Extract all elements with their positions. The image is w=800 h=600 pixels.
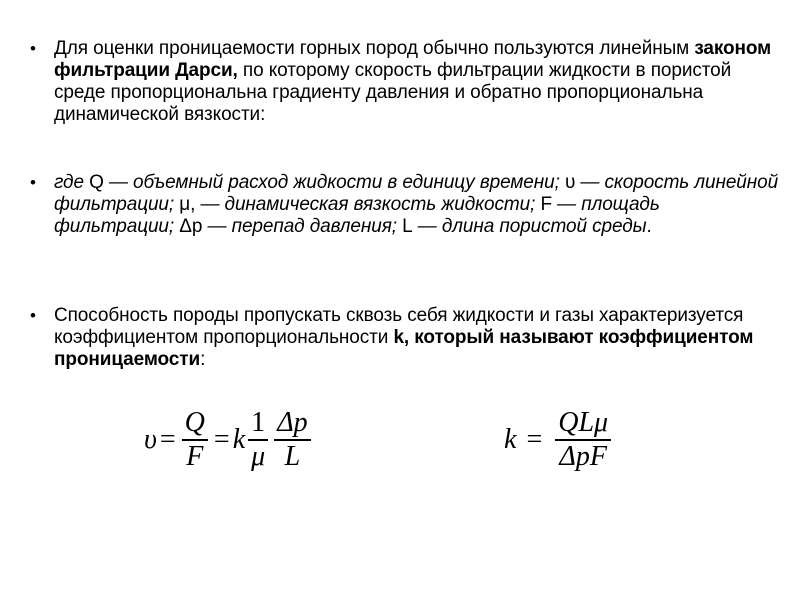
bullet-icon: • (30, 173, 36, 192)
fraction (555, 407, 611, 473)
paragraph-text (54, 305, 780, 371)
text-run: . (646, 216, 652, 237)
symbol-run: μ, (179, 194, 196, 215)
fraction (274, 407, 310, 473)
fraction (248, 407, 268, 473)
bullet-icon: • (30, 39, 36, 58)
paragraph-permeability (30, 305, 780, 371)
text-run: — скорость линейной фильтрации; (54, 172, 779, 215)
numerator: Δp (277, 407, 308, 439)
symbol-run: F (540, 194, 552, 215)
symbol-run: υ (564, 172, 576, 193)
numerator: QLμ (558, 407, 609, 439)
text-run: Способность породы пропускать сквозь себя жидкости и газы характеризуется коэффициентом пропорциональности (54, 305, 744, 348)
paragraph-darcy-law (30, 38, 780, 126)
text-run: по которому скорость фильтрации жидкости в пористой среде пропорциональна градиенту давления и обратно пропорциональна динамической вязкости: (54, 60, 732, 125)
bullet-icon: • (30, 306, 36, 325)
text-run: — динамическая вязкость жидкости; (195, 194, 541, 215)
text-run: — перепад давления; (202, 216, 403, 237)
bold-run: k, который называют коэффициентом проницаемости (54, 327, 754, 370)
formula-variable: k (232, 424, 246, 455)
denominator: L (284, 440, 301, 472)
equals-sign: = (213, 424, 230, 455)
text-run: — площадь фильтрации; (54, 194, 660, 237)
paragraph-text (54, 172, 780, 238)
bold-run: законом фильтрации Дарси, (54, 38, 772, 81)
numerator: Q (184, 407, 205, 439)
equals-sign: = (159, 424, 176, 455)
text-run: — объемный расход жидкости в единицу времени; (103, 172, 565, 193)
fraction (182, 407, 208, 473)
equals-sign: = (526, 424, 543, 455)
symbol-run: L (402, 216, 413, 237)
formula-variable: k (504, 424, 517, 455)
symbol-run: Q (89, 172, 104, 193)
denominator: μ (251, 440, 266, 472)
symbol-run: Δp (179, 216, 203, 237)
denominator: ΔpF (559, 440, 607, 472)
denominator: F (186, 440, 204, 472)
text-run: Для оценки проницаемости горных пород обычно пользуются линейным (54, 38, 695, 59)
text-run: : (200, 349, 206, 370)
formula-variable: υ (144, 424, 157, 455)
text-run: где (54, 172, 90, 193)
formula-permeability-coefficient (504, 400, 614, 480)
numerator: 1 (251, 407, 266, 439)
formula-filtration-velocity (144, 400, 314, 480)
paragraph-text (54, 38, 780, 126)
text-run: — длина пористой среды (412, 216, 647, 237)
paragraph-definitions (30, 172, 780, 238)
